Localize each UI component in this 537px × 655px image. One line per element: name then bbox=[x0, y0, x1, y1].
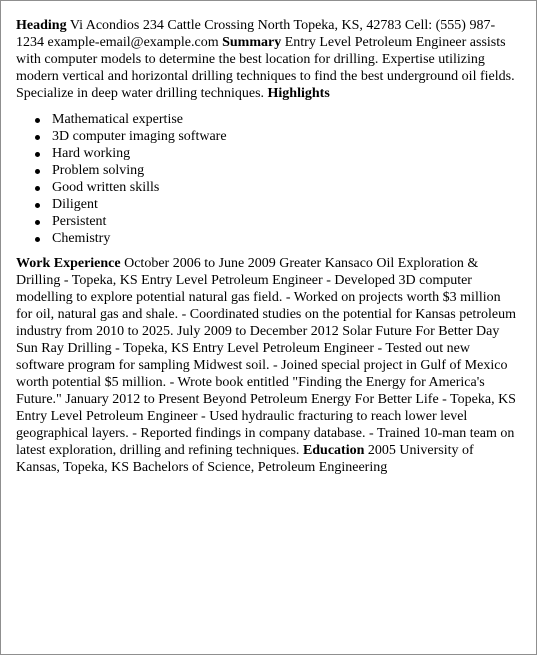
work-education-paragraph bbox=[16, 255, 517, 476]
highlight-text: Good written skills bbox=[52, 180, 160, 195]
highlight-text: Diligent bbox=[52, 197, 98, 212]
bullet-icon bbox=[35, 237, 40, 242]
highlight-text: 3D computer imaging software bbox=[52, 129, 227, 144]
education-text: 2005 University of Kansas, Topeka, KS Bachelors of Science, Petroleum Engineering bbox=[16, 443, 474, 475]
work-experience-label: Work Experience bbox=[16, 256, 121, 271]
work-experience-text: October 2006 to June 2009 Greater Kansaco Oil Exploration & Drilling - Topeka, KS Entry Level Petroleum Engineer - Developed 3D computer modelling to explore potential natural gas field. - Worked on projects worth $3 million for oil, natural gas and shale. - Coordinated studies on the potential for Kansas petroleum industry from 2010 to 2025. July 2009 to December 2012 Solar Future For Better Day Sun Ray Drilling - Topeka, KS Entry Level Petroleum Engineer - Tested out new software program for sampling Midwest soil. - Joined special project in Gulf of Mexico worth potential $5 million. - Wrote book entitled "Finding the Energy for America's Future." January 2012 to Present Beyond Petroleum Energy For Better Life - Topeka, KS Entry Level Petroleum Engineer - Used hydraulic fracturing to reach lower level geographical layers. - Reported findings in company database. - Trained 10-man team on latest exploration, drilling and refining techniques. bbox=[16, 256, 516, 458]
list-item bbox=[52, 111, 517, 128]
list-item bbox=[52, 230, 517, 247]
bullet-icon bbox=[35, 220, 40, 225]
contact-summary-paragraph bbox=[16, 17, 517, 102]
bullet-icon bbox=[35, 169, 40, 174]
summary-text: Entry Level Petroleum Engineer assists with computer models to determine the best location for drilling. Expertise utilizing modern vertical and horizontal drilling techniques to find the best underground oil fields. Specialize in deep water drilling techniques. bbox=[16, 35, 515, 101]
bullet-icon bbox=[35, 203, 40, 208]
list-item bbox=[52, 145, 517, 162]
contact-text: Vi Acondios 234 Cattle Crossing North Topeka, KS, 42783 Cell: (555) 987-1234 example-email@example.com bbox=[16, 18, 496, 50]
highlights-list bbox=[16, 111, 517, 247]
education-label: Education bbox=[302, 443, 365, 458]
highlight-text: Hard working bbox=[52, 146, 131, 161]
highlight-text: Problem solving bbox=[52, 163, 145, 178]
bullet-icon bbox=[35, 152, 40, 157]
list-item bbox=[52, 179, 517, 196]
highlight-text: Persistent bbox=[52, 214, 107, 229]
bullet-icon bbox=[35, 135, 40, 140]
highlight-text: Mathematical expertise bbox=[52, 112, 183, 127]
heading-label: Heading bbox=[16, 18, 67, 33]
summary-label: Summary bbox=[222, 35, 282, 50]
list-item bbox=[52, 128, 517, 145]
bullet-icon bbox=[35, 118, 40, 123]
highlight-text: Chemistry bbox=[52, 231, 111, 246]
list-item bbox=[52, 162, 517, 179]
highlights-label: Highlights bbox=[267, 86, 330, 101]
bullet-icon bbox=[35, 186, 40, 191]
list-item bbox=[52, 196, 517, 213]
list-item bbox=[52, 213, 517, 230]
